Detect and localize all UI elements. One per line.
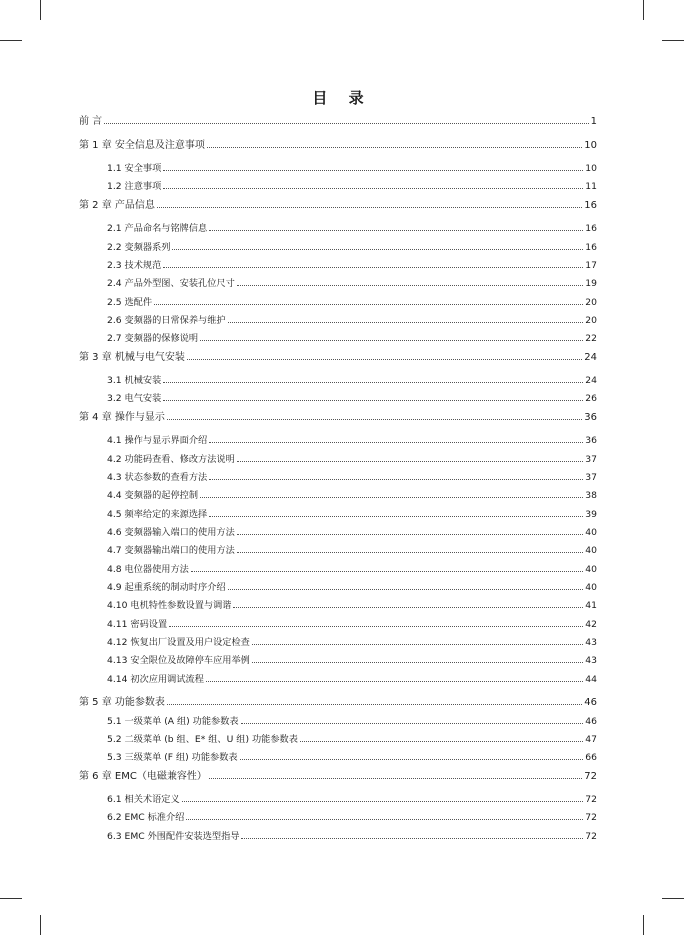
toc-leader-dots: [209, 230, 583, 231]
toc-entry-label: 6.2 EMC 标准介绍: [107, 812, 185, 823]
toc-entry-page: 16: [585, 223, 597, 234]
toc-entry-label: 4.13 安全限位及故障停车应用举例: [107, 655, 250, 666]
toc-entry-page: 17: [585, 260, 597, 271]
toc-leader-dots: [300, 741, 583, 742]
toc-leader-dots: [237, 285, 584, 286]
toc-entry-label: 4.7 变频器输出端口的使用方法: [107, 545, 235, 556]
toc-entry[interactable]: [107, 545, 597, 557]
toc-entry[interactable]: [107, 509, 597, 521]
toc-leader-dots: [240, 759, 584, 760]
toc-entry-label: 第 1 章 安全信息及注意事项: [79, 140, 205, 151]
toc-entry[interactable]: [107, 375, 597, 387]
toc-leader-dots: [163, 267, 583, 268]
toc-entry-page: 46: [585, 716, 597, 727]
toc-entry-label: 2.4 产品外型图、安装孔位尺寸: [107, 278, 235, 289]
toc-leader-dots: [237, 534, 584, 535]
toc-entry-label: 3.1 机械安装: [107, 375, 162, 386]
toc-leader-dots: [233, 607, 583, 608]
toc-entry[interactable]: [79, 200, 597, 212]
toc-entry-page: 10: [585, 163, 597, 174]
toc-entry-page: 20: [585, 315, 597, 326]
toc-entry[interactable]: [107, 812, 597, 824]
toc-entry-label: 4.8 电位器使用方法: [107, 564, 189, 575]
toc-leader-dots: [209, 479, 583, 480]
toc-entry-page: 36: [585, 435, 597, 446]
toc-entry-page: 72: [585, 812, 597, 823]
toc-entry[interactable]: [107, 637, 597, 649]
toc-entry-label: 前 言: [79, 116, 103, 127]
toc-entry[interactable]: [107, 454, 597, 466]
toc-entry[interactable]: [79, 697, 597, 709]
toc-entry-label: 4.3 状态参数的查看方法: [107, 472, 208, 483]
toc-leader-dots: [163, 188, 583, 189]
toc-entry[interactable]: [107, 181, 597, 193]
toc-leader-dots: [182, 801, 584, 802]
toc-entry-page: 22: [585, 333, 597, 344]
toc-leader-dots: [209, 442, 583, 443]
toc-entry-label: 4.6 变频器输入端口的使用方法: [107, 527, 235, 538]
toc-entry[interactable]: [107, 472, 597, 484]
toc-entry-page: 37: [585, 454, 597, 465]
toc-entry-page: 41: [585, 600, 597, 611]
toc-leader-dots: [187, 359, 582, 360]
toc-leader-dots: [237, 552, 584, 553]
toc-entry[interactable]: [107, 242, 597, 254]
toc-entry-label: 第 5 章 功能参数表: [79, 697, 165, 708]
toc-entry-page: 11: [585, 181, 597, 192]
toc-entry[interactable]: [107, 163, 597, 175]
toc-entry-label: 4.1 操作与显示界面介绍: [107, 435, 208, 446]
toc-entry-page: 39: [585, 509, 597, 520]
toc-entry[interactable]: [79, 771, 597, 783]
toc-leader-dots: [241, 723, 584, 724]
toc-leader-dots: [163, 400, 583, 401]
toc-leader-dots: [167, 704, 582, 705]
toc-entry-page: 10: [584, 140, 597, 151]
toc-entry[interactable]: [107, 619, 597, 631]
toc-entry[interactable]: [107, 674, 597, 686]
toc-entry[interactable]: [107, 655, 597, 667]
toc-entry-page: 16: [584, 200, 597, 211]
toc-entry-page: 38: [585, 490, 597, 501]
toc-entry[interactable]: [107, 582, 597, 594]
toc-entry-label: 2.3 技术规范: [107, 260, 162, 271]
toc-entry[interactable]: [107, 794, 597, 806]
toc-entry-label: 4.12 恢复出厂设置及用户设定检查: [107, 637, 250, 648]
toc-entry-label: 2.2 变频器系列: [107, 242, 171, 253]
toc-leader-dots: [157, 207, 582, 208]
toc-leader-dots: [228, 322, 584, 323]
toc-entry[interactable]: [79, 140, 597, 152]
toc-entry-label: 2.6 变频器的日常保养与维护: [107, 315, 226, 326]
toc-leader-dots: [154, 304, 583, 305]
toc-leader-dots: [209, 778, 582, 779]
toc-entry[interactable]: [107, 734, 597, 746]
toc-leader-dots: [163, 170, 583, 171]
toc-entry[interactable]: [107, 393, 597, 405]
toc-entry-page: 43: [585, 655, 597, 666]
toc-leader-dots: [241, 838, 583, 839]
toc-entry-page: 16: [585, 242, 597, 253]
toc-entry-page: 40: [585, 564, 597, 575]
toc-leader-dots: [207, 147, 582, 148]
toc-entry[interactable]: [79, 412, 597, 424]
toc-entry[interactable]: [107, 278, 597, 290]
toc-leader-dots: [163, 382, 583, 383]
toc-leader-dots: [169, 626, 583, 627]
toc-entry-label: 第 2 章 产品信息: [79, 200, 155, 211]
toc-entry-label: 4.2 功能码查看、修改方法说明: [107, 454, 235, 465]
toc-entry-page: 72: [585, 794, 597, 805]
toc-entry-label: 5.2 二级菜单 (b 组、E* 组、U 组) 功能参数表: [107, 734, 298, 745]
toc-entry-label: 4.14 初次应用调试流程: [107, 674, 204, 685]
toc-entry-label: 1.1 安全事项: [107, 163, 162, 174]
toc-leader-dots: [191, 571, 583, 572]
toc-entry-page: 66: [585, 752, 597, 763]
toc-entry[interactable]: [107, 223, 597, 235]
toc-leader-dots: [172, 249, 583, 250]
toc-leader-dots: [167, 419, 582, 420]
toc-entry-page: 43: [585, 637, 597, 648]
toc-entry-page: 44: [585, 674, 597, 685]
page-title: 目 录: [312, 89, 372, 107]
toc-entry-label: 6.1 相关术语定义: [107, 794, 180, 805]
toc-entry[interactable]: [79, 352, 597, 364]
toc-entry-page: 40: [585, 582, 597, 593]
toc-entry-page: 40: [585, 545, 597, 556]
toc-entry-label: 3.2 电气安装: [107, 393, 162, 404]
toc-entry-label: 4.10 电机特性参数设置与调谐: [107, 600, 232, 611]
toc-entry-label: 4.5 频率给定的来源选择: [107, 509, 208, 520]
toc-entry[interactable]: [107, 600, 597, 612]
toc-entry[interactable]: [107, 297, 597, 309]
toc-entry-page: 72: [584, 771, 597, 782]
toc-entry-label: 2.7 变频器的保修说明: [107, 333, 199, 344]
toc-entry[interactable]: [107, 333, 597, 345]
toc-entry-label: 4.9 起重系统的制动时序介绍: [107, 582, 226, 593]
toc-leader-dots: [252, 662, 583, 663]
toc-entry-page: 24: [585, 375, 597, 386]
toc-entry-page: 36: [584, 412, 597, 423]
toc-leader-dots: [200, 497, 583, 498]
toc-entry-label: 2.1 产品命名与铭牌信息: [107, 223, 208, 234]
toc-entry-label: 5.1 一级菜单 (A 组) 功能参数表: [107, 716, 239, 727]
toc-entry-page: 26: [585, 393, 597, 404]
toc-entry-page: 46: [584, 697, 597, 708]
toc-entry-label: 第 4 章 操作与显示: [79, 412, 165, 423]
toc-entry[interactable]: [107, 752, 597, 764]
toc-entry-page: 1: [590, 116, 597, 127]
toc-entry-label: 6.3 EMC 外围配件安装选型指导: [107, 831, 240, 842]
toc-entry-page: 40: [585, 527, 597, 538]
toc-entry-page: 20: [585, 297, 597, 308]
toc-entry-label: 第 6 章 EMC（电磁兼容性）: [79, 771, 207, 782]
toc-entry-label: 第 3 章 机械与电气安装: [79, 352, 185, 363]
toc-leader-dots: [209, 516, 583, 517]
toc-leader-dots: [206, 681, 583, 682]
toc-entry[interactable]: [107, 490, 597, 502]
toc-entry-page: 37: [585, 472, 597, 483]
toc-entry-label: 5.3 三级菜单 (F 组) 功能参数表: [107, 752, 238, 763]
toc-leader-dots: [228, 589, 584, 590]
toc-leader-dots: [252, 644, 583, 645]
toc-entry-page: 72: [585, 831, 597, 842]
toc-entry[interactable]: [107, 831, 597, 843]
toc-entry-label: 4.11 密码设置: [107, 619, 168, 630]
toc-entry-page: 47: [585, 734, 597, 745]
toc-entry-label: 2.5 选配件: [107, 297, 153, 308]
toc-entry-label: 1.2 注意事项: [107, 181, 162, 192]
toc-entry[interactable]: [107, 260, 597, 272]
toc-entry[interactable]: [79, 116, 597, 128]
toc-leader-dots: [104, 123, 588, 124]
toc-entry-page: 19: [585, 278, 597, 289]
toc-entry[interactable]: [107, 435, 597, 447]
toc-entry[interactable]: [107, 716, 597, 728]
toc-entry[interactable]: [107, 315, 597, 327]
toc-leader-dots: [186, 819, 583, 820]
toc-entry[interactable]: [107, 527, 597, 539]
toc-entry-label: 4.4 变频器的起停控制: [107, 490, 199, 501]
toc-entry[interactable]: [107, 564, 597, 576]
toc-entry-page: 42: [585, 619, 597, 630]
toc-entry-page: 24: [584, 352, 597, 363]
toc-leader-dots: [200, 340, 583, 341]
toc-leader-dots: [237, 461, 584, 462]
